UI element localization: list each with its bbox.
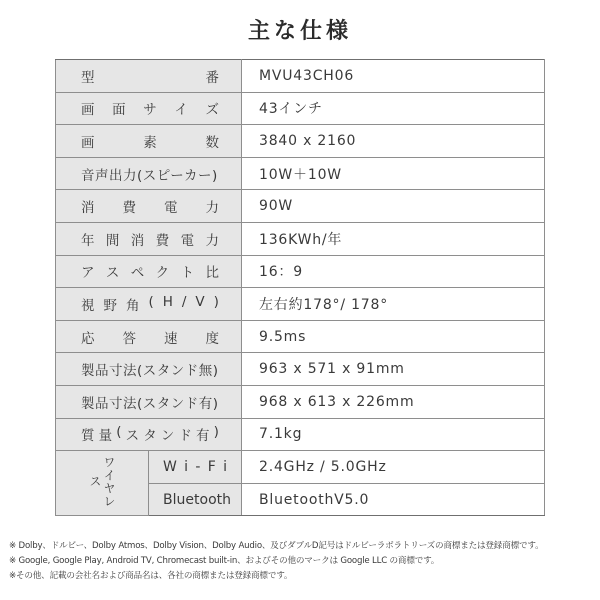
spec-label-text: 製品寸法(スタンド有)	[81, 395, 219, 412]
label-char: o	[208, 491, 217, 508]
spec-label-text	[56, 131, 241, 151]
label-char: ス	[125, 428, 140, 445]
spec-label-resolution	[56, 125, 242, 158]
spec-value-screen-size: 43インチ	[242, 92, 545, 125]
spec-value-aspect-ratio: 16：9	[242, 255, 545, 288]
spec-label-text	[149, 492, 241, 508]
label-char: e	[185, 491, 194, 508]
label-char: 速	[164, 330, 178, 347]
label-char: 費	[155, 232, 170, 249]
spec-value-power: 90W	[242, 190, 545, 223]
spec-label-text	[56, 196, 241, 216]
label-char: 素	[143, 134, 157, 151]
spec-label-text	[56, 327, 241, 347]
label-char: )	[213, 424, 219, 441]
label-char: 番	[205, 69, 219, 86]
spec-value-response-time: 9.5ms	[242, 320, 545, 353]
label-char: イ	[174, 102, 188, 119]
spec-value-resolution: 3840 x 2160	[242, 125, 545, 158]
label-char: ド	[178, 428, 192, 445]
label-char: F	[207, 458, 216, 475]
label-char: 年	[81, 232, 95, 249]
label-char: 面	[112, 102, 126, 119]
label-char: W	[163, 458, 177, 475]
label-char: 電	[180, 232, 195, 249]
label-char: 力	[205, 232, 219, 249]
label-char: t	[216, 491, 223, 508]
footnotes	[9, 539, 594, 584]
label-char: H	[162, 293, 173, 310]
label-char: 消	[130, 232, 145, 249]
spec-table	[55, 59, 545, 516]
spec-label-size-no-stand	[56, 353, 242, 386]
spec-label-text	[149, 459, 241, 475]
footnote: ※その他、記載の会社名および商品名は、各社の商標または登録商標です。	[9, 571, 293, 581]
page-title: 主な仕様	[247, 18, 352, 44]
label-char: 消	[81, 200, 95, 217]
label-char: 応	[81, 330, 95, 347]
spec-label-text	[56, 229, 241, 249]
label-char: l	[172, 491, 177, 508]
spec-label-size-with-stand	[56, 385, 242, 418]
label-char: 型	[81, 69, 95, 86]
spec-value-bluetooth: BluetoothV5.0	[242, 483, 545, 516]
label-char: 費	[122, 200, 136, 217]
label-char: ズ	[205, 102, 219, 119]
footnote: ※ Dolby、ドルビー、Dolby Atmos、Dolby Vision、Dolby Audio、及びダブルD記号はドルビーラボラトリーズの商標または登録商標です。	[9, 541, 544, 551]
label-char: (	[148, 293, 154, 310]
spec-value-weight: 7.1kg	[242, 418, 545, 451]
label-char: ク	[155, 265, 170, 282]
label-char: ン	[160, 428, 175, 445]
label-char: h	[222, 491, 232, 508]
label-char: 野	[103, 297, 117, 314]
table-row	[56, 157, 545, 190]
spec-label-model	[56, 60, 242, 93]
table-row	[56, 418, 545, 451]
spec-label-screen-size	[56, 92, 242, 125]
spec-label-text: 製品寸法(スタンド無)	[81, 363, 219, 380]
label-char: サ	[143, 102, 157, 119]
spec-value-size-no-stand: 963 x 571 x 91mm	[242, 353, 545, 386]
label-char: u	[176, 491, 186, 508]
spec-value-wifi: 2.4GHz / 5.0GHz	[242, 451, 545, 484]
label-char: 画	[81, 134, 95, 151]
label-char: ス	[105, 265, 120, 282]
spec-label-weight	[56, 418, 242, 451]
label-char: o	[199, 491, 209, 508]
spec-value-viewing-angle: 左右約178°/ 178°	[242, 288, 545, 321]
label-char: -	[195, 458, 201, 475]
spec-label-bluetooth	[149, 483, 242, 516]
label-char: 答	[122, 330, 136, 347]
table-row	[56, 255, 545, 288]
label-char: 度	[205, 330, 219, 347]
label-char: 有	[196, 428, 210, 445]
footnote: ※ Google, Google Play, Android TV, Chromecast built-in、およびその他のマークは Google LLC の商標です。	[9, 556, 440, 566]
spec-label-power	[56, 190, 242, 223]
spec-label-annual-power	[56, 222, 242, 255]
spec-value-annual-power: 136KWh/年	[242, 222, 545, 255]
spec-label-viewing-angle	[56, 288, 242, 321]
spec-label-response-time	[56, 320, 242, 353]
label-char: i	[223, 458, 227, 475]
spec-label-aspect-ratio	[56, 255, 242, 288]
table-row	[56, 353, 545, 386]
label-char: 画	[81, 102, 95, 119]
label-char: 視	[81, 297, 95, 314]
table-row	[56, 222, 545, 255]
label-char: (	[116, 424, 122, 441]
table-row	[56, 320, 545, 353]
spec-label-text	[56, 261, 241, 281]
table-row	[56, 60, 545, 93]
spec-value-size-with-stand: 968 x 613 x 226mm	[242, 385, 545, 418]
spec-label-text	[56, 98, 241, 118]
label-char: 質	[81, 428, 95, 445]
spec-label-wifi	[149, 451, 242, 484]
label-char: 量	[98, 428, 113, 445]
label-char: 電	[164, 200, 178, 217]
table-row	[56, 451, 545, 484]
table-row	[56, 385, 545, 418]
spec-label-audio-output	[56, 157, 242, 190]
label-char: )	[213, 293, 219, 310]
label-char: B	[163, 491, 173, 508]
label-char: t	[194, 491, 200, 508]
spec-label-text: 音声出力(スピーカー)	[81, 167, 218, 184]
label-char: i	[184, 458, 189, 475]
spec-label-text	[56, 424, 241, 444]
wireless-group-label	[56, 451, 149, 516]
table-row	[56, 288, 545, 321]
label-char: 間	[105, 232, 120, 249]
wireless-group-text: ワイヤレス	[88, 455, 116, 508]
table-row	[56, 125, 545, 158]
label-char: 比	[205, 265, 219, 282]
spec-value-model: MVU43CH06	[242, 60, 545, 93]
label-char: 数	[205, 134, 219, 151]
label-char: V	[195, 293, 205, 310]
table-row	[56, 190, 545, 223]
table-row	[56, 92, 545, 125]
spec-label-text	[56, 294, 241, 314]
label-char: ペ	[130, 265, 145, 282]
spec-value-audio-output: 10W＋10W	[242, 157, 545, 190]
label-char: 力	[205, 200, 219, 217]
spec-label-text	[56, 66, 241, 86]
label-char: ア	[81, 265, 95, 282]
label-char: 角	[125, 297, 140, 314]
label-char: /	[181, 293, 187, 310]
label-char: タ	[143, 428, 157, 445]
label-char: ト	[180, 265, 195, 282]
